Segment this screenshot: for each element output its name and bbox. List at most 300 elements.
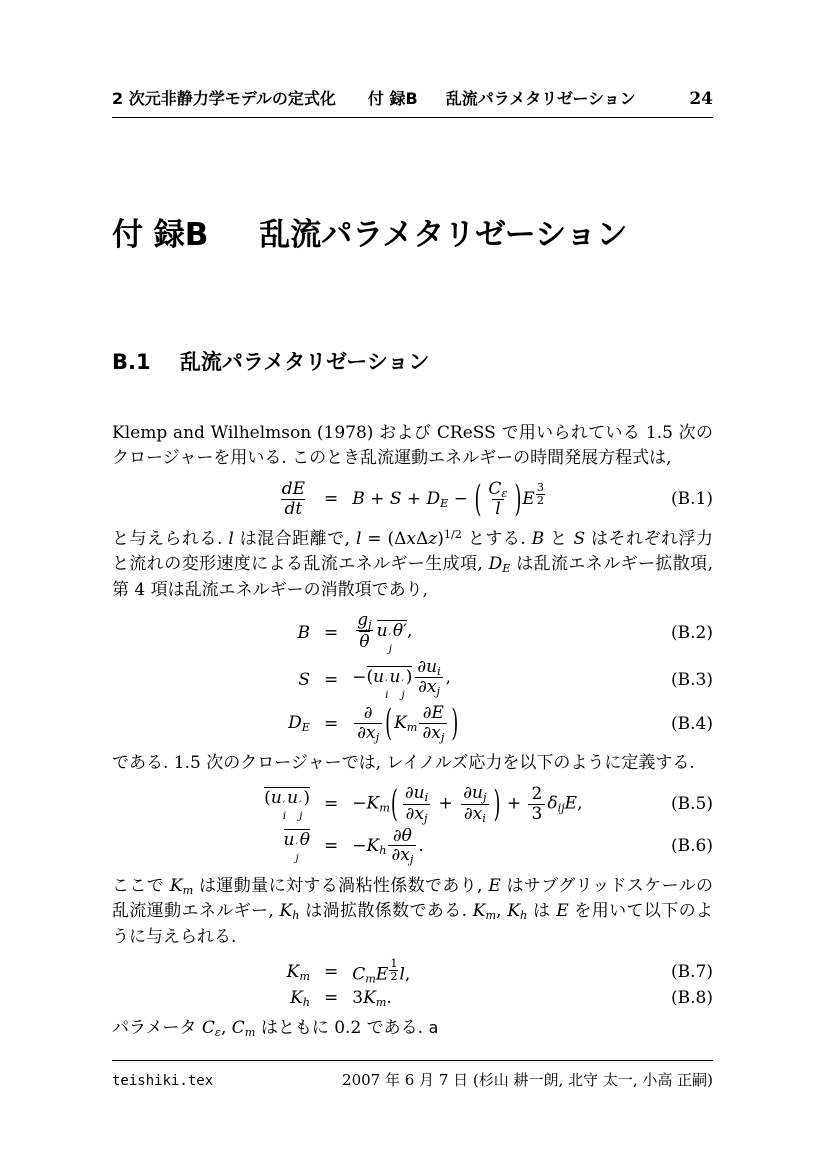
- math-var: x: [406, 528, 416, 549]
- math-var: m: [365, 972, 376, 986]
- math-var: B: [352, 488, 365, 509]
- subscript: [379, 802, 390, 815]
- math-var: ∂x: [405, 803, 424, 824]
- sub-sup-stack: [295, 842, 298, 864]
- sub-sup-stack: [385, 679, 388, 701]
- text-token: 3: [536, 481, 544, 495]
- equation-relation: =: [324, 961, 339, 982]
- math-var: ij: [557, 801, 565, 815]
- subscript: [486, 909, 497, 922]
- text-token: ): [303, 787, 310, 808]
- math-var: ∂x: [463, 803, 483, 824]
- equation-row: [112, 988, 713, 1008]
- math-var: K: [507, 901, 521, 922]
- math-var: j: [482, 791, 487, 805]
- stack-bottom: [299, 811, 302, 822]
- math-var: ∂x: [391, 845, 410, 866]
- math-var: dt: [284, 498, 303, 519]
- typewriter-token: a: [428, 1018, 439, 1038]
- equation-lhs: [112, 962, 310, 982]
- text-token: 2: [536, 494, 544, 508]
- math-var: j: [388, 642, 392, 655]
- paren-content: [393, 704, 450, 743]
- appendix-heading-label: 付 録B: [112, 217, 209, 253]
- paragraph-1: [112, 421, 713, 472]
- fraction: [536, 482, 545, 507]
- equation-label: (B.7): [671, 961, 713, 982]
- math-var: u: [283, 830, 295, 850]
- equation-row: [112, 784, 713, 824]
- equation-relation: =: [324, 836, 339, 857]
- math-var: ∂θ: [392, 826, 412, 847]
- text-token: と与えられる.: [112, 528, 229, 549]
- equation-lhs: [112, 713, 310, 733]
- equation-rhs: [352, 701, 659, 746]
- text-token: ,: [220, 1018, 232, 1039]
- math-var: i: [282, 809, 287, 822]
- fraction-denominator: [528, 804, 545, 823]
- overline: [284, 829, 310, 864]
- math-var: z: [428, 528, 438, 549]
- equation-row: [112, 958, 713, 985]
- math-var: ∂x: [418, 677, 437, 698]
- math-var: j: [436, 685, 440, 699]
- math-var: ∂u: [404, 783, 425, 804]
- math-var: θ: [299, 830, 310, 850]
- text-token: .: [386, 988, 392, 1009]
- open-paren: (: [474, 477, 482, 521]
- fraction-numerator: [536, 482, 545, 494]
- math-var: ε: [501, 486, 508, 500]
- math-var: E: [440, 496, 449, 510]
- math-var: u: [389, 667, 401, 688]
- superscript: [444, 527, 462, 540]
- superscript: [388, 957, 399, 984]
- fraction: [354, 704, 382, 743]
- math-var: C: [201, 1018, 215, 1039]
- footer-date-authors: 2007 年 6 月 7 日 (杉山 耕一朗, 北守 太一, 小高 正嗣): [342, 1071, 713, 1089]
- math-var: K: [286, 961, 300, 982]
- math-var: l: [355, 528, 362, 549]
- math-var: i: [437, 665, 441, 679]
- text-token: は乱流エネルギー拡散項, 第 4 項は乱流エネルギーの消散項であり,: [112, 554, 713, 600]
- math-var: l: [495, 499, 501, 520]
- fraction-numerator: [354, 611, 374, 630]
- fraction-denominator: [389, 970, 398, 983]
- text-token: ,: [404, 964, 411, 985]
- text-token: (: [366, 667, 374, 688]
- math-var: g: [357, 610, 369, 631]
- subscript: [183, 884, 194, 897]
- math-var: E: [556, 901, 569, 922]
- text-token: ここで: [112, 875, 170, 896]
- subscript: [410, 854, 413, 867]
- text-token: はともに 0.2 である.: [255, 1018, 429, 1039]
- footer-filename: teishiki.tex: [112, 1073, 214, 1089]
- equation-relation: =: [324, 713, 339, 734]
- fraction: [354, 611, 374, 652]
- math-var: j: [440, 730, 445, 744]
- math-var: j: [401, 689, 405, 702]
- equation-rhs: [352, 477, 659, 521]
- stack-bottom: [283, 811, 286, 822]
- fraction: [388, 827, 416, 866]
- math-var: j: [409, 853, 414, 867]
- fraction: [485, 480, 510, 519]
- sub-sup-stack: [299, 800, 302, 822]
- equation-label: (B.4): [671, 713, 713, 734]
- sub-sup-stack: [389, 633, 392, 655]
- text-token: と: [544, 528, 574, 549]
- section-number: B.1: [112, 349, 151, 374]
- math-var: C: [231, 1018, 245, 1039]
- parentheses: [473, 477, 522, 521]
- subscript: [299, 970, 310, 983]
- equation-label: (B.5): [671, 794, 713, 815]
- equation-label: (B.2): [671, 622, 713, 643]
- text-token: −: [448, 488, 474, 509]
- text-token: +: [433, 793, 459, 814]
- fraction: [389, 958, 398, 983]
- fraction-numerator: [279, 480, 308, 498]
- math-var: i: [482, 811, 486, 825]
- math-var: j: [423, 811, 428, 825]
- fraction-denominator: [356, 630, 372, 652]
- equation-label: (B.1): [671, 489, 713, 510]
- math-var: S: [389, 488, 402, 509]
- math-var: S: [298, 669, 310, 690]
- math-var: dE: [281, 479, 305, 500]
- equation-relation: =: [324, 489, 339, 510]
- text-token: はそれぞれ浮力と流れの変形速度による乱流エネルギー生成項,: [112, 528, 714, 575]
- math-var: δ: [547, 793, 558, 814]
- math-var: m: [375, 996, 387, 1010]
- equation-row: [112, 658, 713, 701]
- paragraph-2: [112, 527, 713, 604]
- math-var: B: [297, 622, 310, 643]
- text-token: ′: [299, 798, 302, 811]
- equation-rhs: [352, 611, 659, 655]
- fraction-denominator: [403, 804, 431, 824]
- subscript: [245, 1027, 256, 1040]
- fraction: [279, 480, 308, 518]
- text-token: ,: [496, 901, 508, 922]
- equation-rhs: [352, 827, 659, 866]
- fraction-denominator: [354, 723, 382, 743]
- fraction-denominator: [536, 494, 545, 507]
- math-var: E: [502, 562, 511, 576]
- equation-lhs: [112, 623, 310, 643]
- math-var: u: [376, 621, 388, 642]
- equation-relation: =: [324, 988, 339, 1009]
- math-var: ∂E: [422, 703, 444, 724]
- math-var: h: [292, 909, 300, 923]
- text-token: は混合距離で,: [233, 528, 356, 549]
- text-token: −: [352, 667, 367, 688]
- equation-row: [112, 827, 713, 866]
- math-var: m: [406, 721, 418, 735]
- math-var: h: [302, 996, 310, 1010]
- close-paren: ): [451, 701, 459, 746]
- subscript: [303, 996, 310, 1009]
- text-token: ,: [577, 793, 583, 814]
- text-token: 1/2: [443, 527, 462, 541]
- math-var: m: [485, 909, 497, 923]
- fraction-numerator: [390, 827, 415, 845]
- close-paren: ): [514, 477, 522, 521]
- header-appendix-title: 乱流パラメタリゼーション: [445, 89, 636, 108]
- equation-lhs: [112, 988, 310, 1008]
- text-token: = (Δ: [361, 528, 407, 549]
- math-var: K: [363, 988, 376, 1009]
- fraction-numerator: [485, 480, 510, 499]
- text-token: ′: [401, 678, 404, 691]
- text-token: (: [264, 787, 271, 808]
- fraction-numerator: [389, 958, 398, 970]
- paragraph-3: [112, 751, 713, 777]
- fraction-denominator: [388, 845, 416, 865]
- page-footer: [112, 1060, 713, 1090]
- subscript: [365, 973, 376, 986]
- text-token: −: [352, 793, 367, 814]
- math-var: i: [424, 791, 429, 805]
- subscript: [376, 996, 387, 1009]
- math-var: h: [520, 909, 528, 923]
- sub-sup-stack: [401, 679, 404, 701]
- text-token: である. 1.5 次のクロージャーでは, レイノルズ応力を以下のように定義する.: [112, 752, 695, 773]
- section-heading: [112, 350, 713, 375]
- text-token: ): [437, 528, 444, 549]
- equation-group-2: [112, 610, 713, 746]
- overline: [359, 631, 369, 652]
- equation-row: [112, 611, 713, 655]
- equation-label: (B.6): [671, 836, 713, 857]
- text-token: +: [364, 488, 390, 509]
- equation-group-4: [112, 958, 713, 1008]
- paragraph-5: [112, 1016, 713, 1042]
- appendix-heading-text: 乱流パラメタリゼーション: [259, 217, 628, 253]
- text-token: .: [418, 835, 424, 856]
- math-var: ∂x: [422, 722, 441, 743]
- math-var: ε: [214, 1026, 221, 1040]
- math-var: E: [301, 721, 310, 735]
- subscript: [379, 844, 386, 857]
- math-var: E: [522, 488, 535, 509]
- text-token: 2: [390, 970, 398, 984]
- math-var: i: [385, 689, 389, 702]
- fraction-numerator: [361, 704, 376, 722]
- text-token: ′: [403, 621, 407, 642]
- equation-rhs: [352, 988, 659, 1008]
- subscript: [482, 812, 486, 825]
- parentheses: [384, 701, 459, 746]
- math-var: E: [488, 875, 501, 896]
- close-paren: ): [493, 782, 501, 826]
- text-token: は渦拡散係数である.: [299, 901, 473, 922]
- equation-group-1: [112, 477, 713, 521]
- subscript: [501, 487, 507, 500]
- subscript: [407, 721, 418, 734]
- math-var: ∂: [363, 703, 373, 724]
- math-var: l: [399, 964, 405, 985]
- math-var: K: [279, 901, 293, 922]
- text-token: +: [501, 793, 527, 814]
- text-token: とする.: [461, 528, 532, 549]
- math-var: h: [379, 844, 387, 858]
- fraction: [414, 658, 443, 698]
- appendix-heading: [112, 218, 713, 254]
- math-var: j: [375, 730, 380, 744]
- sub-sup-stack: [283, 800, 286, 822]
- fraction-denominator: [461, 804, 489, 824]
- superscript: [535, 481, 546, 508]
- running-header: [112, 86, 713, 118]
- paragraph-4: [112, 874, 713, 951]
- text-token: ,: [445, 667, 452, 688]
- text-token: はサブグリッドスケールの乱流運動エネルギー,: [112, 875, 713, 922]
- math-var: j: [368, 618, 372, 632]
- text-token: は: [527, 901, 557, 922]
- stack-bottom: [389, 644, 392, 655]
- text-token: ,: [406, 621, 413, 642]
- fraction-numerator: [460, 784, 489, 803]
- math-var: m: [379, 801, 390, 815]
- equation-label: (B.8): [671, 988, 713, 1009]
- equation-relation: =: [324, 622, 339, 643]
- math-var: ∂u: [463, 783, 483, 804]
- fraction-numerator: [414, 658, 443, 677]
- math-var: j: [295, 851, 299, 864]
- math-var: m: [182, 883, 194, 897]
- math-var: E: [375, 964, 389, 985]
- text-token: パラメータ: [112, 1018, 202, 1039]
- paren-content: [399, 784, 493, 824]
- math-var: K: [366, 793, 380, 814]
- math-var: D: [288, 713, 302, 734]
- paren-content: [482, 480, 513, 519]
- fraction-numerator: [528, 785, 545, 803]
- equation-label: (B.3): [671, 669, 713, 690]
- overline: [377, 620, 407, 655]
- text-token: は運動量に対する渦粘性係数であり,: [193, 875, 489, 896]
- equation-relation: =: [324, 794, 339, 815]
- fraction: [402, 784, 431, 824]
- stack-bottom: [401, 690, 404, 701]
- parentheses: [390, 784, 502, 824]
- math-var: C: [352, 964, 366, 985]
- text-token: Δ: [415, 528, 429, 549]
- text-token: 3: [531, 803, 543, 824]
- text-token: −: [352, 835, 367, 856]
- equation-rhs: [352, 658, 659, 701]
- math-var: u: [287, 787, 299, 808]
- subscript: [302, 721, 310, 734]
- math-var: S: [573, 528, 586, 549]
- math-var: D: [426, 488, 441, 509]
- math-var: K: [394, 713, 407, 733]
- math-var: j: [299, 809, 303, 822]
- fraction-numerator: [420, 704, 447, 722]
- overline: [264, 787, 310, 822]
- math-var: ∂u: [417, 656, 438, 677]
- text-token: 3: [352, 988, 364, 1009]
- header-doc-title: 2 次元非静力学モデルの定式化: [112, 89, 336, 108]
- subscript: [436, 685, 439, 698]
- text-token: を用いて以下のように与えられる.: [112, 901, 714, 947]
- math-var: ∂x: [357, 722, 376, 743]
- math-var: l: [228, 528, 234, 549]
- text-token: ′: [282, 798, 286, 811]
- math-var: E: [564, 793, 578, 814]
- text-token: Klemp and Wilhelmson (1978) および CReSS で用いられている 1.5 次のクロージャーを用いる. このとき乱流運動エネルギーの時間発展方程式は,: [112, 422, 713, 469]
- text-token: +: [401, 488, 427, 509]
- fraction: [419, 704, 447, 743]
- math-var: m: [244, 1026, 256, 1040]
- open-paren: (: [385, 701, 393, 746]
- equation-lhs: [112, 670, 310, 690]
- math-var: K: [169, 875, 183, 896]
- equation-rhs: [352, 958, 659, 985]
- stack-bottom: [385, 690, 388, 701]
- math-var: K: [472, 901, 486, 922]
- text-token: ): [405, 667, 413, 688]
- math-var: u: [373, 667, 385, 688]
- subscript: [483, 792, 486, 805]
- text-token: ′: [295, 840, 298, 853]
- subscript: [437, 665, 441, 678]
- equation-relation: =: [324, 669, 339, 690]
- subscript: [441, 731, 444, 744]
- fraction-denominator: [419, 723, 447, 743]
- subscript: [425, 792, 429, 805]
- math-var: D: [488, 554, 503, 575]
- equation-group-3: [112, 784, 713, 865]
- equation-rhs: [352, 784, 659, 824]
- section-title-text: 乱流パラメタリゼーション: [179, 349, 430, 374]
- equation-lhs: [112, 787, 310, 822]
- equation-row: [112, 701, 713, 746]
- math-var: θ: [392, 621, 404, 642]
- equation-lhs: [112, 829, 310, 864]
- fraction-denominator: [415, 677, 443, 697]
- fraction: [528, 785, 545, 823]
- equation-row: [112, 477, 713, 521]
- math-var: u: [270, 787, 282, 808]
- math-var: θ: [359, 632, 370, 653]
- math-var: B: [531, 528, 545, 549]
- text-token: 1: [390, 957, 398, 971]
- math-var: K: [366, 835, 380, 856]
- open-paren: (: [390, 782, 398, 826]
- math-var: C: [488, 478, 502, 499]
- subscript: [424, 812, 427, 825]
- math-var: K: [290, 988, 303, 1009]
- subscript: [376, 731, 379, 744]
- subscript: [368, 618, 371, 631]
- text-token: ′: [388, 631, 391, 644]
- fraction: [460, 784, 489, 824]
- fraction-denominator: [492, 499, 503, 518]
- fraction-denominator: [281, 499, 305, 518]
- subscript: [558, 802, 565, 815]
- stack-bottom: [295, 853, 298, 864]
- math-var: m: [299, 969, 310, 983]
- text-token: ′: [385, 678, 388, 691]
- fraction-numerator: [402, 784, 431, 803]
- text-token: 2: [531, 784, 543, 805]
- header-appendix-label: 付 録B: [367, 89, 418, 108]
- page-number: 24: [689, 89, 713, 109]
